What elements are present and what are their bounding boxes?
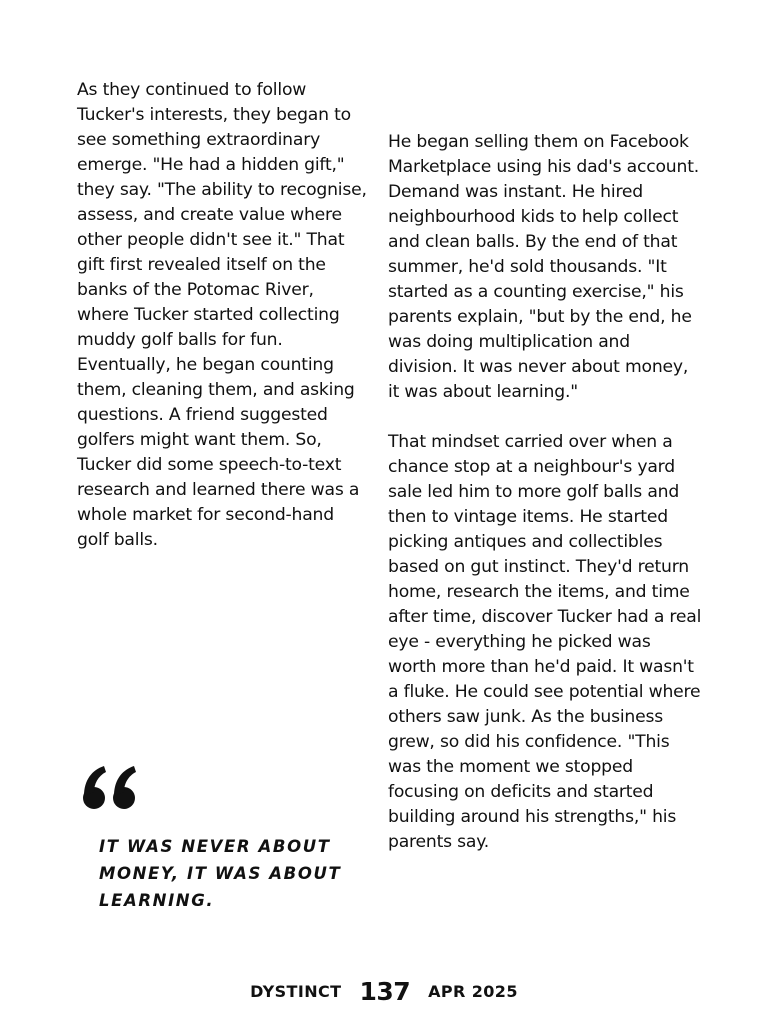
body-paragraph: As they continued to follow Tucker's interests, they began to see something extraordinary emerge. "He had a hidden gift," they say. "The ability to recognise, assess, and create value where other people didn't see it." That gift first revealed itself on the banks of the Potomac River, where Tucker started collecting muddy golf balls for fun. Eventually, he began counting them, cleaning them, and asking questions. A friend suggested golfers might want them. So, Tucker did some speech-to-text research and learned there was a whole market for second-hand golf balls.	[77, 80, 367, 550]
body-paragraph: He began selling them on Facebook Marketplace using his dad's account. Demand was instant. He hired neighbourhood kids to help collect and clean balls. By the end of that summer, he'd sold thousands. "It started as a counting exercise," his parents explain, "but by the end, he was doing multiplication and division. It was never about money, it was about learning."	[388, 132, 699, 402]
issue-date: APR 2025	[428, 981, 518, 1001]
page-footer	[0, 976, 768, 1006]
article-column-left	[77, 78, 367, 578]
article-column-right	[388, 130, 704, 880]
magazine-name: DYSTINCT	[250, 981, 342, 1001]
body-paragraph: That mindset carried over when a chance stop at a neighbour's yard sale led him to more golf balls and then to vintage items. He started picking antiques and collectibles based on gut instinct. They'd return home, research the items, and time after time, discover Tucker had a real eye - everything he picked was worth more than he'd paid. It wasn't a fluke. He could see potential where others saw junk. As the business grew, so did his confidence. "This was the moment we stopped focusing on deficits and started building around his strengths," his parents say.	[388, 432, 702, 852]
pull-quote: IT WAS NEVER ABOUT MONEY, IT WAS ABOUT LEARNING.	[99, 837, 342, 910]
quote-open-icon	[80, 760, 144, 816]
page-number: 137	[359, 976, 411, 1006]
